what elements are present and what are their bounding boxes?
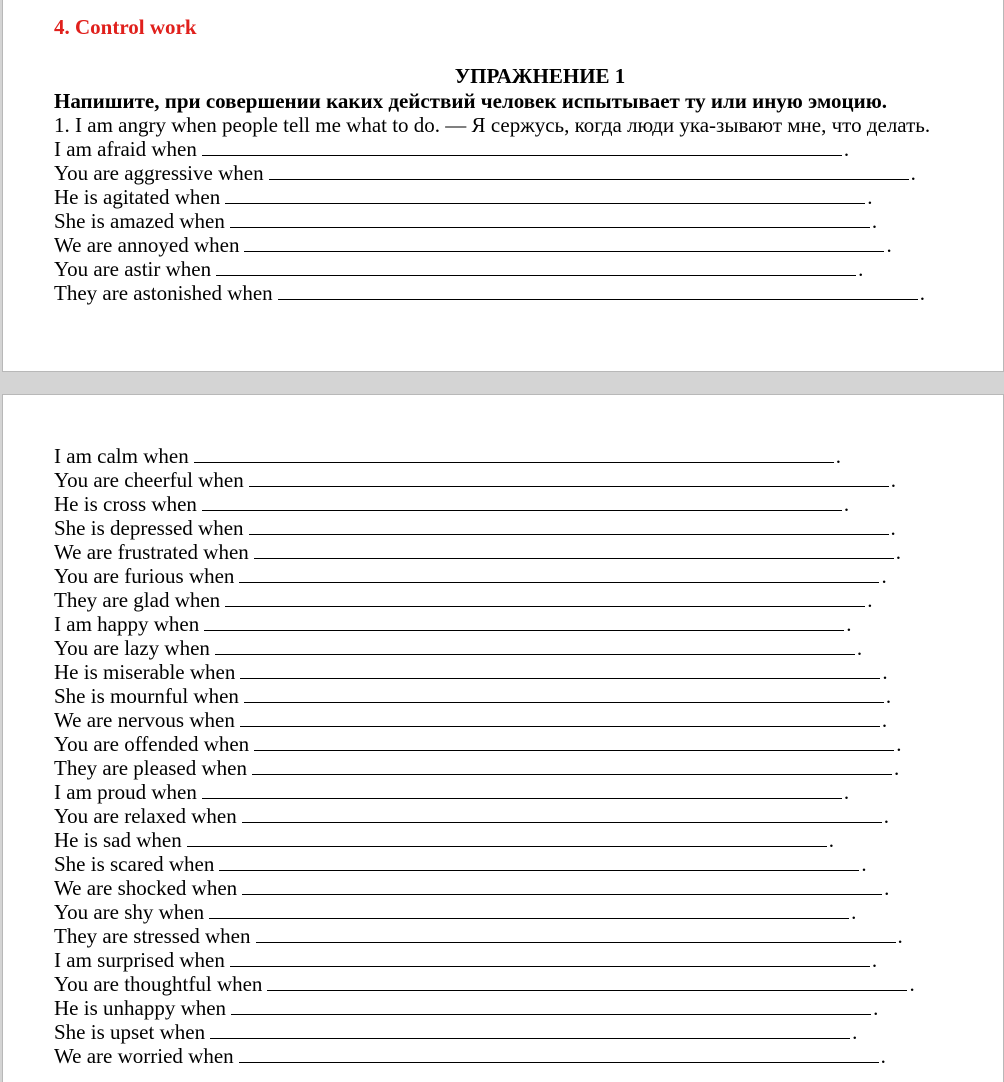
line-end-period: .	[885, 684, 892, 708]
answer-blank[interactable]	[231, 996, 871, 1015]
line-prompt: She is scared when	[54, 852, 215, 876]
answer-blank[interactable]	[202, 137, 842, 156]
exercise-line	[54, 804, 889, 828]
exercise-line	[54, 209, 877, 233]
line-end-period: .	[871, 209, 878, 233]
exercise-line	[54, 492, 849, 516]
line-end-period: .	[894, 756, 900, 780]
answer-blank[interactable]	[230, 209, 870, 228]
line-end-period: .	[881, 708, 888, 732]
line-prompt: You are shy when	[54, 900, 205, 924]
line-prompt: She is upset when	[54, 1020, 206, 1044]
line-end-period: .	[890, 468, 896, 492]
exercise-line	[54, 1044, 886, 1068]
line-prompt: She is amazed when	[54, 209, 225, 233]
answer-blank[interactable]	[249, 516, 889, 535]
line-end-period: .	[835, 444, 841, 468]
answer-blank[interactable]	[239, 564, 879, 583]
exercise-line	[54, 876, 889, 900]
answer-blank[interactable]	[225, 588, 865, 607]
answer-blank[interactable]	[269, 161, 909, 180]
answer-blank[interactable]	[215, 636, 855, 655]
answer-blank[interactable]	[194, 444, 834, 463]
answer-blank[interactable]	[267, 972, 907, 991]
answer-blank[interactable]	[240, 660, 880, 679]
answer-blank[interactable]	[242, 876, 882, 895]
line-prompt: We are worried when	[54, 1044, 234, 1068]
line-end-period: .	[843, 492, 850, 516]
line-prompt: We are shocked when	[54, 876, 238, 900]
answer-blank[interactable]	[252, 756, 892, 775]
line-end-period: .	[897, 924, 903, 948]
line-end-period: .	[886, 233, 892, 257]
exercise-line	[54, 1020, 857, 1044]
line-end-period: .	[846, 612, 852, 636]
answer-blank[interactable]	[230, 948, 870, 967]
line-end-period: .	[910, 161, 916, 185]
exercise-title: УПРАЖНЕНИЕ 1	[454, 64, 626, 88]
answer-blank[interactable]	[216, 257, 856, 276]
line-end-period: .	[867, 185, 873, 209]
exercise-line	[54, 468, 896, 492]
line-prompt: You are relaxed when	[54, 804, 237, 828]
exercise-line	[54, 708, 887, 732]
answer-blank[interactable]	[242, 804, 882, 823]
exercise-line	[54, 828, 834, 852]
line-prompt: You are cheerful when	[54, 468, 244, 492]
answer-blank[interactable]	[225, 185, 865, 204]
exercise-instruction: Напишите, при совершении каких действий человек испытывает ту или иную эмоцию.	[54, 89, 888, 113]
line-prompt: I am calm when	[54, 444, 189, 468]
line-prompt: We are frustrated when	[54, 540, 249, 564]
answer-blank[interactable]	[210, 1020, 850, 1039]
line-end-period: .	[881, 564, 887, 588]
section-heading: 4. Control work	[54, 15, 197, 39]
exercise-line	[54, 852, 867, 876]
line-prompt: You are furious when	[54, 564, 235, 588]
answer-blank[interactable]	[202, 492, 842, 511]
answer-blank[interactable]	[202, 780, 842, 799]
line-end-period: .	[851, 900, 857, 924]
exercise-line	[54, 660, 888, 684]
line-end-period: .	[882, 660, 888, 684]
exercise-line	[54, 185, 872, 209]
line-prompt: I am surprised when	[54, 948, 225, 972]
answer-blank[interactable]	[187, 828, 827, 847]
exercise-line	[54, 732, 901, 756]
line-prompt: You are aggressive when	[54, 161, 264, 185]
line-prompt: She is mournful when	[54, 684, 239, 708]
line-prompt: I am afraid when	[54, 137, 197, 161]
line-prompt: They are astonished when	[54, 281, 273, 305]
line-prompt: He is unhappy when	[54, 996, 227, 1020]
exercise-line	[54, 564, 887, 588]
exercise-line	[54, 137, 849, 161]
document-page-1	[2, 0, 1004, 372]
exercise-line	[54, 444, 841, 468]
line-prompt: We are nervous when	[54, 708, 235, 732]
line-prompt: They are stressed when	[54, 924, 251, 948]
line-prompt: He is miserable when	[54, 660, 236, 684]
answer-blank[interactable]	[239, 1044, 879, 1063]
line-prompt: We are annoyed when	[54, 233, 240, 257]
line-end-period: .	[858, 257, 864, 281]
answer-blank[interactable]	[244, 233, 884, 252]
answer-blank[interactable]	[219, 852, 859, 871]
line-prompt: You are astir when	[54, 257, 212, 281]
line-end-period: .	[856, 636, 863, 660]
line-prompt: He is agitated when	[54, 185, 221, 209]
line-prompt: They are pleased when	[54, 756, 247, 780]
exercise-line	[54, 948, 877, 972]
line-end-period: .	[896, 732, 902, 756]
line-prompt: I am happy when	[54, 612, 200, 636]
line-prompt: They are glad when	[54, 588, 221, 612]
line-end-period: .	[919, 281, 925, 305]
line-end-period: .	[843, 137, 850, 161]
exercise-line	[54, 900, 856, 924]
answer-blank[interactable]	[256, 924, 896, 943]
line-prompt: He is sad when	[54, 828, 182, 852]
answer-blank[interactable]	[240, 708, 880, 727]
example-sentence: 1. I am angry when people tell me what to do. — Я сержусь, когда люди ука-зывают мне, что делать.	[54, 113, 931, 137]
line-end-period: .	[883, 804, 889, 828]
exercise-line	[54, 780, 849, 804]
line-prompt: You are offended when	[54, 732, 250, 756]
document-page-2	[2, 394, 1004, 1082]
exercise-line	[54, 996, 878, 1020]
exercise-line	[54, 233, 892, 257]
line-end-period: .	[890, 516, 896, 540]
answer-blank[interactable]	[249, 468, 889, 487]
exercise-line	[54, 636, 862, 660]
line-end-period: .	[873, 996, 879, 1020]
exercise-line	[54, 924, 903, 948]
line-end-period: .	[867, 588, 873, 612]
answer-blank[interactable]	[209, 900, 849, 919]
line-end-period: .	[909, 972, 915, 996]
answer-blank[interactable]	[244, 684, 884, 703]
line-end-period: .	[828, 828, 834, 852]
line-prompt: You are lazy when	[54, 636, 210, 660]
exercise-line	[54, 972, 915, 996]
exercise-line	[54, 540, 901, 564]
line-end-period: .	[880, 1044, 886, 1068]
line-end-period: .	[852, 1020, 858, 1044]
exercise-line	[54, 161, 916, 185]
answer-blank[interactable]	[254, 732, 894, 751]
exercise-line	[54, 257, 863, 281]
exercise-line	[54, 684, 891, 708]
exercise-line	[54, 281, 925, 305]
line-prompt: You are thoughtful when	[54, 972, 263, 996]
line-end-period: .	[884, 876, 890, 900]
line-prompt: She is depressed when	[54, 516, 244, 540]
exercise-line	[54, 588, 872, 612]
line-end-period: .	[895, 540, 902, 564]
line-end-period: .	[871, 948, 878, 972]
exercise-line	[54, 516, 896, 540]
exercise-line	[54, 756, 899, 780]
line-end-period: .	[843, 780, 850, 804]
line-prompt: He is cross when	[54, 492, 197, 516]
answer-blank[interactable]	[204, 612, 844, 631]
line-end-period: .	[861, 852, 867, 876]
line-prompt: I am proud when	[54, 780, 197, 804]
answer-blank[interactable]	[254, 540, 894, 559]
exercise-line	[54, 612, 851, 636]
answer-blank[interactable]	[278, 281, 918, 300]
